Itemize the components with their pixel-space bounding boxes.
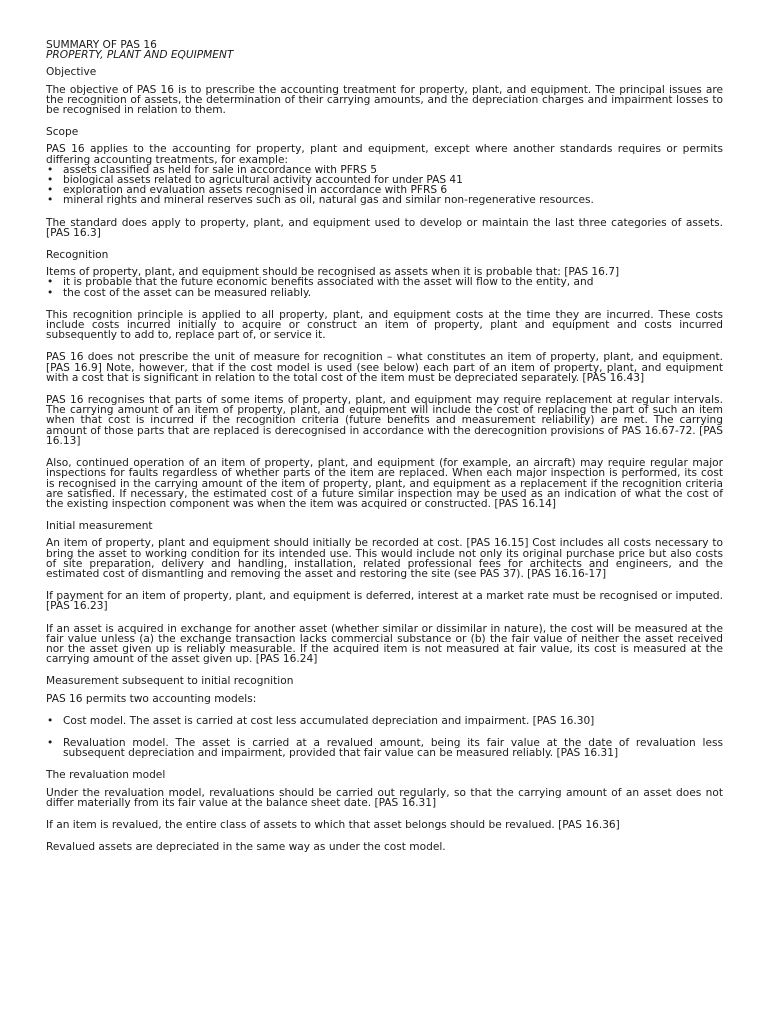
bullet-list xyxy=(46,277,723,297)
list-item: • biological assets related to agricultural activity accounted for under PAS 41 xyxy=(46,175,723,185)
section-heading-subsequent-measurement: Measurement subsequent to initial recognition xyxy=(46,675,294,688)
list-item: • Cost model. The asset is carried at cost less accumulated depreciation and impairment. [PAS 16.30] xyxy=(46,716,723,726)
paragraph: Also, continued operation of an item of property, plant, and equipment (for example, an aircraft) may require regular major inspections for faults regardless of whether parts of the item are replaced. When each major inspection is performed, its cost is recognised in the carrying amount of the item of property, plant, and equipment as a replacement if the recognition criteria are satisfied. If necessary, the estimated cost of a future similar inspection may be used as an indication of what the cost of the existing inspection component was when the item was acquired or constructed. [PAS 16.14] xyxy=(46,457,723,510)
list-item: • assets classified as held for sale in accordance with PFRS 5 xyxy=(46,165,723,175)
paragraph: If payment for an item of property, plant, and equipment is deferred, interest at a market rate must be recognised or imputed. [PAS 16.23] xyxy=(46,590,723,613)
document-title: SUMMARY OF PAS 16 xyxy=(46,39,157,51)
section-heading-recognition: Recognition xyxy=(46,249,109,262)
list-item: • the cost of the asset can be measured reliably. xyxy=(46,288,723,298)
section-heading-initial-measurement: Initial measurement xyxy=(46,520,153,533)
list-item: • mineral rights and mineral reserves such as oil, natural gas and similar non-regenerative resources. xyxy=(46,195,723,205)
paragraph: Revalued assets are depreciated in the same way as under the cost model. xyxy=(46,841,446,854)
bullet-list xyxy=(46,716,723,759)
paragraph: If an asset is acquired in exchange for another asset (whether similar or dissimilar in nature), the cost will be measured at the fair value unless (a) the exchange transaction lacks commercial substance or (b) the fair value of neither the asset received nor the asset given up is reliably measurable. If the acquired item is not measured at fair value, its cost is measured at the carrying amount of the asset given up. [PAS 16.24] xyxy=(46,622,723,666)
bullet-list xyxy=(46,165,723,206)
paragraph: Items of property, plant, and equipment should be recognised as assets when it is probable that: [PAS 16.7] xyxy=(46,266,620,279)
section-heading-objective: Objective xyxy=(46,66,97,79)
paragraph: PAS 16 does not prescribe the unit of measure for recognition – what constitutes an item of property, plant, and equipment. [PAS 16.9] Note, however, that if the cost model is used (see below) each part of an item of property, plant, and equipment with a cost that is significant in relation to the total cost of the item must be depreciated separately. [PAS 16.43] xyxy=(46,351,723,384)
paragraph: This recognition principle is applied to all property, plant, and equipment costs at the time they are incurred. These costs include costs incurred initially to acquire or construct an item of property, plant and equipment and costs incurred subsequently to add to, replace part of, or service it. xyxy=(46,308,723,342)
list-item: • it is probable that the future economic benefits associated with the asset will flow to the entity, and xyxy=(46,277,723,287)
section-heading-revaluation-model: The revaluation model xyxy=(46,769,166,782)
section-heading-scope: Scope xyxy=(46,126,79,139)
paragraph: PAS 16 applies to the accounting for property, plant and equipment, except where another standards requires or permits differing accounting treatments, for example: xyxy=(46,143,723,166)
paragraph: Under the revaluation model, revaluations should be carried out regularly, so that the carrying amount of an asset does not differ materially from its fair value at the balance sheet date. [PAS 16.31] xyxy=(46,786,723,809)
document-subtitle: PROPERTY, PLANT AND EQUIPMENT xyxy=(46,49,234,62)
list-item: • Revaluation model. The asset is carried at a revalued amount, being its fair value at the date of revaluation less subsequent depreciation and impairment, provided that fair value can be measured reliably. [PAS 16.31] xyxy=(46,738,723,758)
paragraph: PAS 16 recognises that parts of some items of property, plant, and equipment may require replacement at regular intervals. The carrying amount of an item of property, plant, and equipment will include the cost of replacing the part of such an item when that cost is incurred if the recognition criteria (future benefits and measurement reliability) are met. The carrying amount of those parts that are replaced is derecognised in accordance with the derecognition provisions of PAS 16.67-72. [PAS 16.13] xyxy=(46,394,723,447)
paragraph: PAS 16 permits two accounting models: xyxy=(46,692,257,705)
paragraph: If an item is revalued, the entire class of assets to which that asset belongs should be revalued. [PAS 16.36] xyxy=(46,818,620,831)
paragraph: An item of property, plant and equipment should initially be recorded at cost. [PAS 16.15] Cost includes all costs necessary to bring the asset to working condition for its intended use. This would include not only its original purchase price but also costs of site preparation, delivery and handling, installation, related professional fees for architects and engineers, and the estimated cost of dismantling and removing the asset and restoring the site (see PAS 37). [PAS 16.16-17] xyxy=(46,537,723,580)
list-item: • exploration and evaluation assets recognised in accordance with PFRS 6 xyxy=(46,185,723,195)
paragraph: The objective of PAS 16 is to prescribe the accounting treatment for property, plant, and equipment. The principal issues are the recognition of assets, the determination of their carrying amounts, and the depreciation charges and impairment losses to be recognised in relation to them. xyxy=(46,83,723,117)
paragraph: The standard does apply to property, plant, and equipment used to develop or maintain the last three categories of assets. [PAS 16.3] xyxy=(46,216,723,239)
